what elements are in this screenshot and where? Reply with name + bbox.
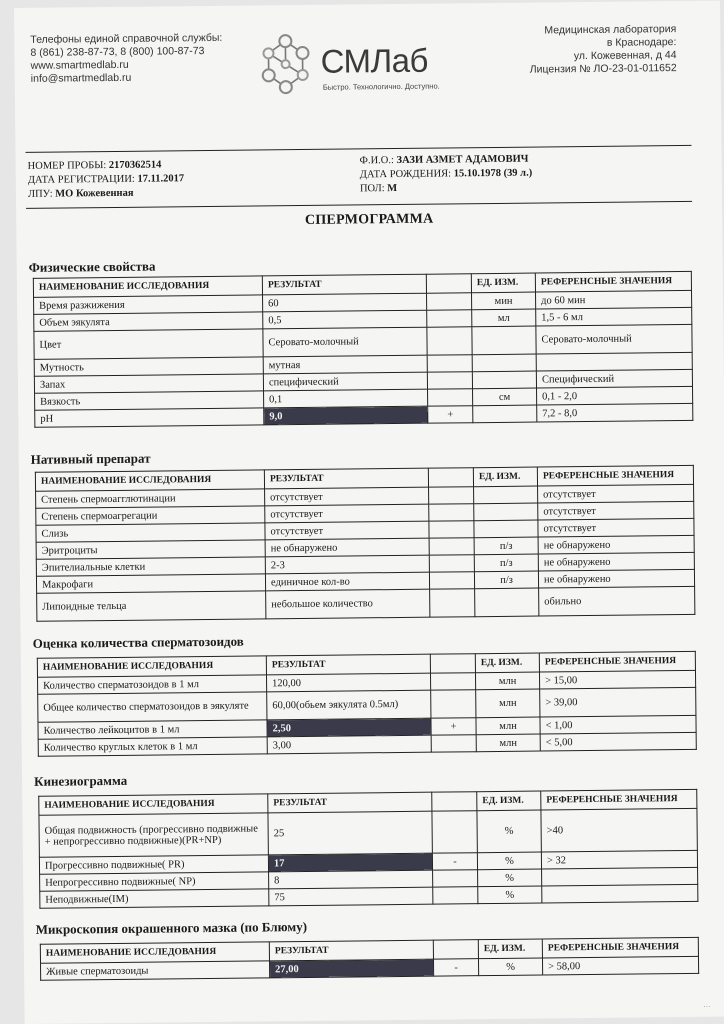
- reference-range: не обнаружено: [538, 569, 694, 588]
- column-header: РЕФЕРЕНСНЫЕ ЗНАЧЕНИЯ: [541, 789, 697, 810]
- reg-label: ДАТА РЕГИСТРАЦИИ:: [27, 173, 135, 186]
- test-result: отсутствует: [265, 504, 429, 523]
- test-result: 25: [268, 811, 432, 855]
- section-title: Микроскопия окрашенного мазка (по Блюму): [35, 918, 308, 937]
- test-result: Серовато-молочный: [263, 327, 427, 357]
- column-header: РЕФЕРЕНСНЫЕ ЗНАЧЕНИЯ: [535, 271, 691, 292]
- test-unit: %: [477, 852, 541, 870]
- document-title: СПЕРМОГРАММА: [304, 211, 434, 228]
- test-unit: млн: [476, 689, 540, 718]
- reg-value: 17.11.2017: [137, 173, 185, 185]
- table-row: [37, 586, 695, 621]
- test-unit: п/з: [474, 554, 538, 572]
- molecule-logo-icon: [254, 31, 317, 98]
- test-result: 2,50: [267, 718, 431, 737]
- test-name: Мутность: [34, 357, 263, 376]
- test-unit: %: [478, 869, 542, 887]
- test-unit: [475, 588, 539, 617]
- test-unit: см: [473, 388, 537, 406]
- section-title: Оценка количества сперматозоидов: [32, 633, 244, 651]
- column-header: [433, 940, 478, 959]
- address-city: в Краснодаре:: [606, 36, 677, 49]
- brand-slogan: Быстро. Технологично. Доступно.: [322, 81, 440, 92]
- dob-label: ДАТА РОЖДЕНИЯ:: [359, 168, 452, 181]
- test-name: Количество сперматозоидов в 1 мл: [38, 675, 267, 694]
- test-name: Время разжижения: [34, 295, 263, 314]
- test-name: Эритроциты: [36, 540, 265, 559]
- column-header: РЕЗУЛЬТАТ: [268, 792, 432, 813]
- lpu-label: ЛПУ:: [27, 188, 53, 200]
- test-result: 3,00: [267, 735, 431, 754]
- table-row: [39, 808, 697, 857]
- column-header: ЕД. ИЗМ.: [475, 653, 539, 673]
- lpu-value: МО Кожевенная: [55, 187, 134, 200]
- test-unit: [474, 486, 538, 504]
- reference-range: 7,2 - 8,0: [537, 403, 693, 422]
- test-name: Липоидные тельца: [37, 591, 266, 621]
- test-name: Общая подвижность (прогрессивно подвижные + непрогрессивно подвижные)(PR+NP): [39, 813, 268, 857]
- test-name: Вязкость: [35, 391, 264, 410]
- abnormal-flag: -: [432, 853, 477, 870]
- test-result: небольшое количество: [266, 589, 430, 619]
- reference-range: не обнаружено: [538, 535, 694, 554]
- report-page: [14, 1, 724, 1024]
- column-header: НАИМЕНОВАНИЕ ИССЛЕДОВАНИЯ: [35, 470, 264, 491]
- reference-range: отсутствует: [538, 518, 694, 537]
- patient-right: [360, 153, 533, 197]
- contacts-email: info@smartmedlab.ru: [30, 71, 132, 85]
- test-result: 27,00: [269, 959, 433, 978]
- test-name: Живые сперматозоиды: [41, 961, 270, 980]
- abnormal-flag: +: [428, 406, 473, 423]
- test-unit: %: [477, 810, 541, 853]
- reference-range: до 60 мин: [536, 290, 692, 309]
- abnormal-flag: [430, 589, 475, 617]
- results-table: [37, 651, 697, 757]
- reference-range: обильно: [539, 586, 695, 616]
- name-label: Ф.И.О.:: [359, 155, 394, 167]
- test-unit: [472, 354, 536, 372]
- section-title: Физические свойства: [28, 258, 156, 275]
- column-header: РЕЗУЛЬТАТ: [269, 940, 433, 961]
- test-result: 0,5: [263, 310, 427, 329]
- abnormal-flag: [433, 870, 478, 887]
- test-result: 75: [269, 887, 433, 906]
- page-footer: …: [703, 1000, 711, 1009]
- test-result: 2-3: [265, 555, 429, 574]
- test-name: Степень спермоагглютинации: [36, 489, 265, 508]
- results-table: [35, 465, 696, 622]
- abnormal-flag: [429, 538, 474, 555]
- test-name: Количество круглых клеток в 1 мл: [38, 737, 267, 756]
- abnormal-flag: [427, 327, 472, 355]
- address-line: Медицинская лаборатория: [544, 23, 677, 37]
- reference-range: >40: [541, 808, 697, 852]
- lab-logo: [254, 29, 475, 101]
- test-unit: [472, 371, 536, 389]
- test-result: 9,0: [264, 406, 428, 425]
- abnormal-flag: [433, 887, 478, 904]
- name-value: ЗАЗИ АЗМЕТ АДАМОВИЧ: [396, 153, 529, 167]
- lab-address: [529, 23, 676, 77]
- reference-range: Серовато-молочный: [536, 324, 692, 354]
- abnormal-flag: [429, 572, 474, 589]
- test-unit: п/з: [474, 571, 538, 589]
- column-header: НАИМЕНОВАНИЕ ИССЛЕДОВАНИЯ: [37, 656, 266, 677]
- column-header: [432, 792, 477, 811]
- test-result: 17: [268, 853, 432, 872]
- test-name: Эпителиальные клетки: [36, 557, 265, 576]
- reference-range: > 32: [541, 850, 697, 869]
- abnormal-flag: [429, 521, 474, 538]
- sample-value: 2170362514: [108, 159, 162, 172]
- reference-range: отсутствует: [538, 484, 694, 503]
- abnormal-flag: [428, 389, 473, 406]
- contacts-line: Телефоны единой справочной службы:: [30, 31, 223, 46]
- test-unit: млн: [476, 734, 540, 752]
- column-header: РЕФЕРЕНСНЫЕ ЗНАЧЕНИЯ: [537, 465, 693, 486]
- test-name: Количество лейкоцитов в 1 мл: [38, 720, 267, 739]
- reference-range: < 1,00: [540, 715, 696, 734]
- test-unit: [473, 405, 537, 423]
- section-title: Кинезиограмма: [34, 772, 128, 789]
- abnormal-flag: [431, 690, 476, 718]
- test-result: специфический: [263, 372, 427, 391]
- column-header: ЕД. ИЗМ.: [477, 791, 541, 811]
- reference-range: < 5,00: [540, 732, 696, 751]
- column-header: ЕД. ИЗМ.: [473, 467, 537, 487]
- test-unit: [472, 326, 536, 355]
- column-header: ЕД. ИЗМ.: [478, 939, 542, 959]
- reference-range: 1,5 - 6 мл: [536, 307, 692, 326]
- reference-range: [536, 352, 692, 371]
- abnormal-flag: [429, 555, 474, 572]
- abnormal-flag: [427, 310, 472, 327]
- test-result: не обнаружено: [265, 538, 429, 557]
- reference-range: отсутствует: [538, 501, 694, 520]
- column-header: [428, 468, 473, 487]
- test-unit: %: [478, 958, 542, 976]
- test-name: Слизь: [36, 523, 265, 542]
- test-result: отсутствует: [265, 487, 429, 506]
- reference-range: [542, 884, 698, 903]
- column-header: РЕЗУЛЬТАТ: [264, 468, 428, 489]
- reference-range: > 58,00: [542, 956, 698, 975]
- abnormal-flag: [427, 293, 472, 310]
- patient-left: [28, 158, 185, 202]
- column-header: [430, 654, 475, 673]
- column-header: НАИМЕНОВАНИЕ ИССЛЕДОВАНИЯ: [40, 942, 269, 963]
- abnormal-flag: -: [433, 959, 478, 976]
- abnormal-flag: [430, 673, 475, 690]
- reference-range: > 15,00: [539, 670, 695, 689]
- abnormal-flag: [429, 487, 474, 504]
- sex-label: ПОЛ:: [359, 183, 385, 195]
- test-result: 8: [269, 870, 433, 889]
- brand-name: СМЛаб: [320, 41, 429, 80]
- test-unit: п/з: [474, 537, 538, 555]
- divider-bottom: [26, 201, 692, 209]
- abnormal-flag: [429, 504, 474, 521]
- divider-top: [26, 145, 692, 153]
- test-name: Объем эякулята: [34, 312, 263, 331]
- column-header: НАИМЕНОВАНИЕ ИССЛЕДОВАНИЯ: [39, 794, 268, 815]
- section-title: Нативный препарат: [30, 450, 151, 467]
- test-name: Макрофаги: [36, 574, 265, 593]
- test-result: мутная: [263, 355, 427, 374]
- test-name: Цвет: [34, 329, 263, 359]
- test-unit: млн: [475, 672, 539, 690]
- test-name: Непрогрессивно подвижные( NP): [40, 872, 269, 891]
- lab-contacts: [30, 32, 223, 86]
- test-name: Степень спермоагрегации: [36, 506, 265, 525]
- column-header: НАИМЕНОВАНИЕ ИССЛЕДОВАНИЯ: [33, 276, 262, 297]
- test-result: отсутствует: [265, 521, 429, 540]
- test-result: 120,00: [266, 673, 430, 692]
- abnormal-flag: +: [431, 718, 476, 735]
- results-table: [33, 271, 694, 428]
- test-unit: [474, 503, 538, 521]
- test-result: 0,1: [264, 389, 428, 408]
- abnormal-flag: [432, 811, 477, 853]
- test-result: 60,00(обьем эякулята 0.5мл): [267, 690, 431, 720]
- column-header: ЕД. ИЗМ.: [471, 273, 535, 293]
- results-table: [40, 937, 699, 981]
- dob-value: 15.10.1978 (39 л.): [453, 167, 533, 180]
- column-header: [426, 274, 471, 293]
- column-header: РЕФЕРЕНСНЫЕ ЗНАЧЕНИЯ: [539, 651, 695, 672]
- abnormal-flag: [427, 355, 472, 372]
- reference-range: не обнаружено: [538, 552, 694, 571]
- test-name: Прогрессивно подвижные( PR): [39, 855, 268, 874]
- test-result: единичное кол-во: [265, 572, 429, 591]
- test-result: 60: [263, 293, 427, 312]
- sex-value: М: [387, 182, 398, 195]
- contacts-website: www.smartmedlab.ru: [30, 58, 129, 72]
- test-unit: мл: [472, 309, 536, 327]
- column-header: РЕФЕРЕНСНЫЕ ЗНАЧЕНИЯ: [542, 937, 698, 958]
- test-name: Запах: [34, 374, 263, 393]
- address-street: ул. Кожевенная, д 44: [573, 49, 677, 63]
- test-name: pH: [35, 408, 264, 427]
- column-header: РЕЗУЛЬТАТ: [266, 654, 430, 675]
- column-header: РЕЗУЛЬТАТ: [262, 274, 426, 295]
- results-table: [38, 789, 698, 909]
- test-name: Неподвижные(IM): [40, 889, 269, 908]
- reference-range: [542, 867, 698, 886]
- test-name: Общее количество сперматозоидов в эякуляте: [38, 692, 267, 722]
- license: Лицензия № ЛО-23-01-011652: [529, 62, 677, 76]
- sample-label: НОМЕР ПРОБЫ:: [27, 160, 107, 172]
- reference-range: 0,1 - 2,0: [537, 386, 693, 405]
- test-unit: млн: [476, 717, 540, 735]
- test-unit: [474, 520, 538, 538]
- contacts-phones: 8 (861) 238-87-73, 8 (800) 100-87-73: [30, 45, 205, 59]
- abnormal-flag: [431, 735, 476, 752]
- test-unit: мин: [472, 292, 536, 310]
- reference-range: Специфический: [536, 369, 692, 388]
- test-unit: %: [478, 886, 542, 904]
- abnormal-flag: [427, 372, 472, 389]
- reference-range: > 39,00: [540, 687, 696, 717]
